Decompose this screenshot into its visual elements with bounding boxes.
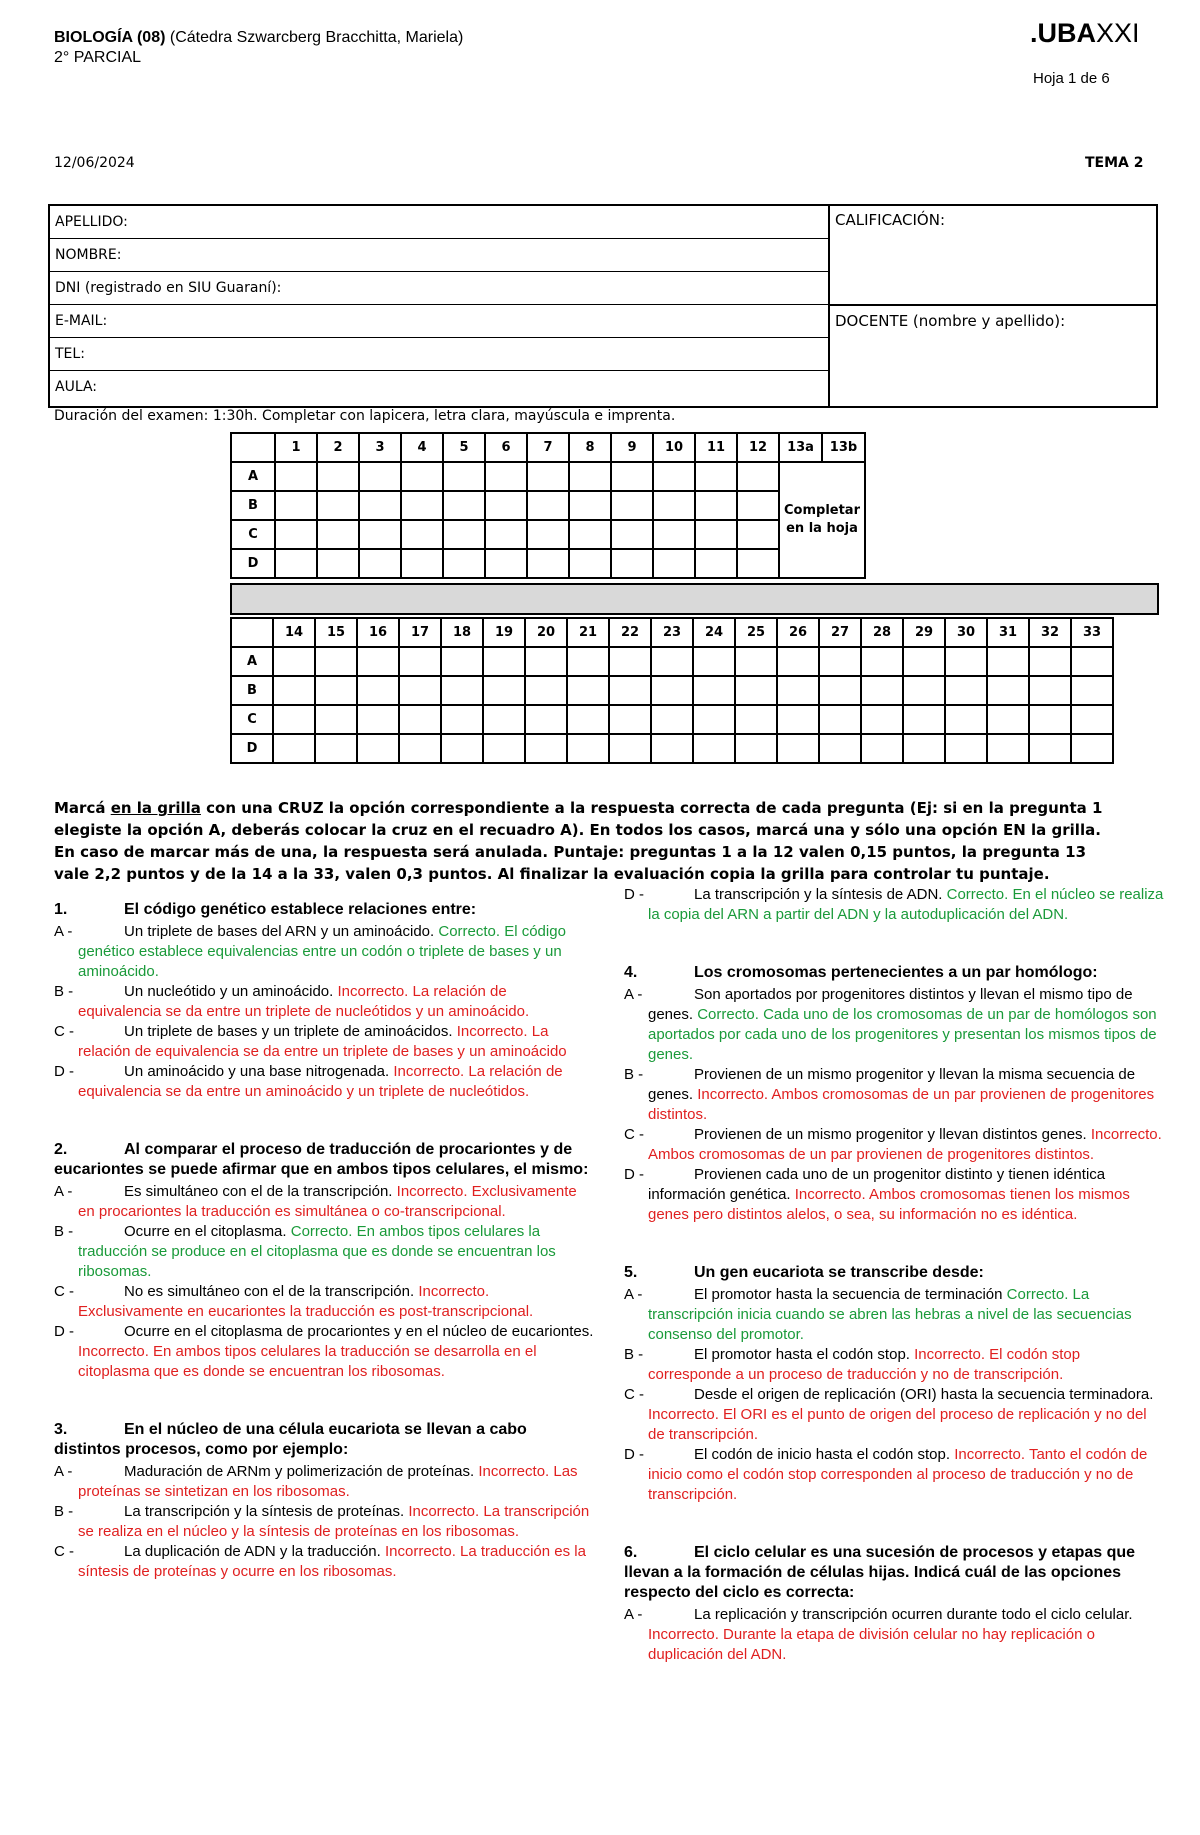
answer-option bbox=[624, 1125, 1164, 1165]
grid-col-header: 4 bbox=[401, 433, 443, 462]
student-info-box bbox=[48, 204, 1158, 408]
option-label: A - bbox=[624, 1606, 643, 1623]
answer-cell[interactable] bbox=[695, 462, 737, 491]
feedback-incorrect: Incorrecto. La transcripción se realiza en el núcleo y la síntesis de proteínas en los ribosomas. bbox=[78, 1503, 590, 1540]
answer-cell[interactable] bbox=[275, 491, 317, 520]
grid-separator bbox=[230, 583, 1159, 615]
option-text: La duplicación de ADN y la traducción. bbox=[124, 1543, 381, 1560]
answer-grid-1-13 bbox=[230, 432, 866, 579]
answer-option bbox=[624, 1385, 1164, 1445]
option-text: Un nucleótido y un aminoácido. bbox=[124, 983, 334, 1000]
answer-cell[interactable] bbox=[653, 491, 695, 520]
answer-cell[interactable] bbox=[1029, 734, 1071, 763]
feedback-incorrect: Incorrecto. En ambos tipos celulares la traducción se desarrolla en el citoplasma que es donde se encuentran los ribosomas. bbox=[78, 1343, 537, 1380]
grid-corner bbox=[231, 433, 275, 462]
answer-cell[interactable] bbox=[861, 647, 903, 676]
grid-col-header: 14 bbox=[273, 618, 315, 647]
answer-cell[interactable] bbox=[567, 734, 609, 763]
option-text: Provienen de un mismo progenitor y llevan distintos genes. bbox=[694, 1126, 1087, 1143]
option-text: Desde el origen de replicación (ORI) hasta la secuencia terminadora. bbox=[694, 1386, 1154, 1403]
answer-cell[interactable] bbox=[399, 676, 441, 705]
answer-cell[interactable] bbox=[653, 520, 695, 549]
option-text: Son aportados por progenitores distintos y llevan el mismo tipo de genes. bbox=[648, 986, 1133, 1023]
option-text: Provienen de un mismo progenitor y llevan la misma secuencia de genes. bbox=[648, 1066, 1136, 1103]
feedback-incorrect: Incorrecto. Las proteínas se sintetizan en los ribosomas. bbox=[78, 1463, 578, 1500]
option-label: B - bbox=[54, 1503, 74, 1520]
answer-cell[interactable] bbox=[945, 734, 987, 763]
answer-cell[interactable] bbox=[443, 462, 485, 491]
exam-date: 12/06/2024 bbox=[54, 155, 135, 171]
grid-col-header: 10 bbox=[653, 433, 695, 462]
option-text: Un triplete de bases y un triplete de aminoácidos. bbox=[124, 1023, 453, 1040]
grid-col-header: 9 bbox=[611, 433, 653, 462]
answer-cell[interactable] bbox=[401, 549, 443, 578]
answer-option bbox=[54, 1462, 594, 1502]
answer-cell[interactable] bbox=[357, 647, 399, 676]
feedback-incorrect: Incorrecto. Ambos cromosomas de un par provienen de progenitores distintos. bbox=[648, 1086, 1155, 1123]
answer-cell[interactable] bbox=[737, 520, 779, 549]
answer-cell[interactable] bbox=[483, 705, 525, 734]
feedback-correct: Correcto. Cada uno de los cromosomas de un par de homólogos son aportados por cada uno de los progenitores y presentan los mismos tipos de genes. bbox=[648, 1006, 1157, 1063]
option-label: D - bbox=[624, 886, 644, 903]
option-label: C - bbox=[54, 1023, 74, 1040]
answer-cell[interactable] bbox=[401, 520, 443, 549]
docente-field[interactable]: DOCENTE (nombre y apellido): bbox=[835, 312, 1066, 330]
answer-cell[interactable] bbox=[611, 462, 653, 491]
option-label: B - bbox=[624, 1346, 644, 1363]
answer-option bbox=[624, 885, 1164, 925]
answer-cell[interactable] bbox=[569, 491, 611, 520]
form-field-0[interactable]: APELLIDO: bbox=[50, 206, 828, 239]
answer-grid-14-33 bbox=[230, 617, 1114, 764]
answer-cell[interactable] bbox=[611, 549, 653, 578]
feedback-correct: Correcto. La transcripción inicia cuando se abren las hebras a nivel de las secuencias consenso del promotor. bbox=[648, 1286, 1132, 1343]
answer-cell[interactable] bbox=[819, 734, 861, 763]
answer-option bbox=[624, 1445, 1164, 1505]
grid-row-header: C bbox=[231, 705, 273, 734]
answer-option bbox=[624, 1065, 1164, 1125]
answer-cell[interactable] bbox=[1071, 734, 1113, 763]
answer-cell[interactable] bbox=[567, 647, 609, 676]
option-label: D - bbox=[54, 1063, 74, 1080]
feedback-incorrect: Incorrecto. Ambos cromosomas tienen los mismos genes pero distintos alelos, o sea, su información no es idéntica. bbox=[648, 1186, 1130, 1223]
answer-cell[interactable] bbox=[861, 734, 903, 763]
answer-option bbox=[54, 1322, 594, 1382]
answer-cell[interactable] bbox=[1029, 676, 1071, 705]
answer-cell[interactable] bbox=[443, 520, 485, 549]
answer-option bbox=[624, 1165, 1164, 1225]
question-title: 1. El código genético establece relaciones entre: bbox=[54, 901, 477, 918]
grid-corner bbox=[231, 618, 273, 647]
grid-col-header: 1 bbox=[275, 433, 317, 462]
answer-cell[interactable] bbox=[987, 705, 1029, 734]
answer-cell[interactable] bbox=[567, 676, 609, 705]
answer-cell[interactable] bbox=[987, 676, 1029, 705]
grid-col-header: 21 bbox=[567, 618, 609, 647]
answer-cell[interactable] bbox=[399, 647, 441, 676]
option-label: A - bbox=[54, 1463, 73, 1480]
option-label: C - bbox=[54, 1543, 74, 1560]
option-label: C - bbox=[54, 1283, 74, 1300]
answer-cell[interactable] bbox=[441, 647, 483, 676]
option-text: Un triplete de bases del ARN y un aminoácido. bbox=[124, 923, 435, 940]
grid-col-header: 23 bbox=[651, 618, 693, 647]
answer-cell[interactable] bbox=[275, 549, 317, 578]
feedback-incorrect: Incorrecto. Ambos cromosomas de un par provienen de progenitores distintos. bbox=[648, 1126, 1162, 1163]
answer-cell[interactable] bbox=[315, 705, 357, 734]
grid-col-header: 16 bbox=[357, 618, 399, 647]
grid-col-header: 27 bbox=[819, 618, 861, 647]
answer-option bbox=[54, 1182, 594, 1222]
answer-cell[interactable] bbox=[945, 647, 987, 676]
answer-cell[interactable] bbox=[861, 705, 903, 734]
answer-cell[interactable] bbox=[359, 462, 401, 491]
grid-col-header: 19 bbox=[483, 618, 525, 647]
feedback-incorrect: Incorrecto. Exclusivamente en procariontes la traducción es simultánea o co-transcripcional. bbox=[78, 1183, 577, 1220]
answer-option bbox=[54, 1022, 594, 1062]
feedback-incorrect: Incorrecto. La relación de equivalencia se da entre un triplete de nucleótidos y un aminoácido. bbox=[78, 983, 530, 1020]
option-text: Ocurre en el citoplasma. bbox=[124, 1223, 287, 1240]
answer-cell[interactable] bbox=[653, 549, 695, 578]
answer-cell[interactable] bbox=[359, 520, 401, 549]
answer-cell[interactable] bbox=[443, 549, 485, 578]
grid-row-header: A bbox=[231, 647, 273, 676]
answer-cell[interactable] bbox=[1071, 647, 1113, 676]
answer-cell[interactable] bbox=[777, 647, 819, 676]
answer-cell[interactable] bbox=[483, 676, 525, 705]
answer-cell[interactable] bbox=[485, 520, 527, 549]
answer-cell[interactable] bbox=[651, 676, 693, 705]
answer-cell[interactable] bbox=[483, 734, 525, 763]
feedback-incorrect: Incorrecto. Durante la etapa de división celular no hay replicación o duplicación del ADN. bbox=[648, 1626, 1095, 1663]
grid-col-header: 13b bbox=[822, 433, 865, 462]
form-field-2[interactable]: DNI (registrado en SIU Guaraní): bbox=[50, 272, 828, 305]
grid-col-header: 18 bbox=[441, 618, 483, 647]
answer-cell[interactable] bbox=[1029, 647, 1071, 676]
answer-cell[interactable] bbox=[273, 647, 315, 676]
answer-cell[interactable] bbox=[945, 676, 987, 705]
answer-cell[interactable] bbox=[317, 520, 359, 549]
answer-option bbox=[54, 1282, 594, 1322]
answer-cell[interactable] bbox=[735, 676, 777, 705]
answer-cell[interactable] bbox=[609, 705, 651, 734]
option-text: No es simultáneo con el de la transcripción. bbox=[124, 1283, 415, 1300]
option-text: El promotor hasta el codón stop. bbox=[694, 1346, 910, 1363]
complete-on-sheet-cell: Completar en la hoja bbox=[779, 462, 865, 578]
grid-col-header: 17 bbox=[399, 618, 441, 647]
answer-cell[interactable] bbox=[527, 520, 569, 549]
form-field-4[interactable]: TEL: bbox=[50, 338, 828, 371]
answer-cell[interactable] bbox=[609, 676, 651, 705]
feedback-incorrect: Incorrecto. La relación de equivalencia se da entre un triplete de bases y un aminoácido bbox=[78, 1023, 567, 1060]
instructions: Marcá en la grilla con una CRUZ la opción correspondiente a la respuesta correcta de cada pregunta (Ej: si en la pregunta 1 elegiste la opción A, deberás colocar la cruz en el recuadro A). En todos los casos, marcá una y sólo una opción EN la grilla. En caso de marcar más de una, la respuesta será anulada. Puntaje: preguntas 1 a la 12 valen 0,15 puntos, la pregunta 13 vale 2,2 puntos y de la 14 a la 33, valen 0,3 puntos. Al finalizar la evaluación copia la grilla para controlar tu puntaje. bbox=[54, 799, 1103, 883]
answer-cell[interactable] bbox=[485, 491, 527, 520]
question-title: 3. En el núcleo de una célula eucariota se llevan a cabo distintos procesos, como por ejemplo: bbox=[54, 1421, 527, 1458]
grid-col-header: 24 bbox=[693, 618, 735, 647]
answer-cell[interactable] bbox=[735, 705, 777, 734]
answer-cell[interactable] bbox=[401, 491, 443, 520]
catedra: (Cátedra Szwarcberg Bracchitta, Mariela) bbox=[169, 29, 464, 46]
answer-cell[interactable] bbox=[987, 647, 1029, 676]
option-label: A - bbox=[54, 1183, 73, 1200]
grid-col-header: 31 bbox=[987, 618, 1029, 647]
answer-cell[interactable] bbox=[695, 549, 737, 578]
grid-col-header: 29 bbox=[903, 618, 945, 647]
option-text: Provienen cada uno de un progenitor distinto y tienen idéntica información genética. bbox=[648, 1166, 1106, 1203]
answer-cell[interactable] bbox=[357, 734, 399, 763]
answer-option bbox=[624, 1605, 1164, 1665]
grid-col-header: 6 bbox=[485, 433, 527, 462]
option-label: A - bbox=[624, 1286, 643, 1303]
answer-cell[interactable] bbox=[357, 676, 399, 705]
option-label: B - bbox=[54, 983, 74, 1000]
answer-cell[interactable] bbox=[1071, 676, 1113, 705]
question-title: 6. El ciclo celular es una sucesión de procesos y etapas que llevan a la formación de células hijas. Indicá cuál de las opciones respecto del ciclo es correcta: bbox=[624, 1544, 1136, 1601]
answer-cell[interactable] bbox=[737, 462, 779, 491]
answer-cell[interactable] bbox=[569, 462, 611, 491]
answer-cell[interactable] bbox=[525, 705, 567, 734]
grid-col-header: 5 bbox=[443, 433, 485, 462]
answer-cell[interactable] bbox=[441, 734, 483, 763]
feedback-incorrect: Incorrecto. El codón stop corresponde a un proceso de traducción y no de transcripción. bbox=[648, 1346, 1081, 1383]
answer-option bbox=[54, 1502, 594, 1542]
subject-title: BIOLOGÍA (08) bbox=[54, 29, 166, 46]
questions-left-column bbox=[54, 900, 594, 1582]
answer-option bbox=[54, 922, 594, 982]
grid-col-header: 28 bbox=[861, 618, 903, 647]
answer-cell[interactable] bbox=[1029, 705, 1071, 734]
answer-cell[interactable] bbox=[653, 462, 695, 491]
form-field-5[interactable]: AULA: bbox=[55, 379, 97, 395]
answer-cell[interactable] bbox=[609, 734, 651, 763]
answer-cell[interactable] bbox=[903, 647, 945, 676]
option-text: Maduración de ARNm y polimerización de proteínas. bbox=[124, 1463, 475, 1480]
answer-cell[interactable] bbox=[695, 491, 737, 520]
option-label: A - bbox=[54, 923, 73, 940]
grid-col-header: 3 bbox=[359, 433, 401, 462]
feedback-incorrect: Incorrecto. La relación de equivalencia se da entre un aminoácido y un triplete de nucleótidos. bbox=[78, 1063, 563, 1100]
answer-cell[interactable] bbox=[441, 705, 483, 734]
grid-row-header: B bbox=[231, 676, 273, 705]
answer-cell[interactable] bbox=[651, 647, 693, 676]
option-text: El promotor hasta la secuencia de terminación bbox=[694, 1286, 1003, 1303]
answer-cell[interactable] bbox=[693, 734, 735, 763]
grid-col-header: 33 bbox=[1071, 618, 1113, 647]
answer-cell[interactable] bbox=[525, 734, 567, 763]
questions-right-column bbox=[624, 885, 1164, 1665]
answer-cell[interactable] bbox=[819, 647, 861, 676]
answer-option bbox=[54, 1542, 594, 1582]
feedback-incorrect: Incorrecto. La traducción es la síntesis de proteínas y ocurre en los ribosomas. bbox=[78, 1543, 586, 1580]
answer-cell[interactable] bbox=[611, 520, 653, 549]
option-label: D - bbox=[54, 1323, 74, 1340]
answer-cell[interactable] bbox=[399, 705, 441, 734]
option-text: La transcripción y la síntesis de proteínas. bbox=[124, 1503, 405, 1520]
answer-option bbox=[54, 1062, 594, 1102]
answer-cell[interactable] bbox=[273, 734, 315, 763]
answer-cell[interactable] bbox=[527, 462, 569, 491]
grid-col-header: 8 bbox=[569, 433, 611, 462]
answer-cell[interactable] bbox=[569, 520, 611, 549]
exam-duration-note: Duración del examen: 1:30h. Completar con lapicera, letra clara, mayúscula e imprenta. bbox=[54, 408, 676, 424]
answer-cell[interactable] bbox=[359, 549, 401, 578]
option-text: La transcripción y la síntesis de ADN. bbox=[694, 886, 943, 903]
answer-cell[interactable] bbox=[903, 734, 945, 763]
answer-cell[interactable] bbox=[525, 647, 567, 676]
grid-col-header: 15 bbox=[315, 618, 357, 647]
option-label: A - bbox=[624, 986, 643, 1003]
grid-col-header: 11 bbox=[695, 433, 737, 462]
option-label: D - bbox=[624, 1166, 644, 1183]
grid-row-header: A bbox=[231, 462, 275, 491]
exam-name: 2° PARCIAL bbox=[54, 49, 142, 66]
answer-cell[interactable] bbox=[273, 705, 315, 734]
answer-cell[interactable] bbox=[987, 734, 1029, 763]
answer-cell[interactable] bbox=[525, 676, 567, 705]
option-label: B - bbox=[624, 1066, 644, 1083]
answer-cell[interactable] bbox=[275, 462, 317, 491]
feedback-correct: Correcto. En ambos tipos celulares la traducción se produce en el citoplasma que es donde se encuentran los ribosomas. bbox=[78, 1223, 556, 1280]
grid-col-header: 26 bbox=[777, 618, 819, 647]
answer-cell[interactable] bbox=[357, 705, 399, 734]
option-text: Un aminoácido y una base nitrogenada. bbox=[124, 1063, 390, 1080]
option-text: Ocurre en el citoplasma de procariontes y en el núcleo de eucariontes. bbox=[124, 1323, 594, 1340]
answer-option bbox=[54, 982, 594, 1022]
grid-col-header: 30 bbox=[945, 618, 987, 647]
answer-cell[interactable] bbox=[569, 549, 611, 578]
answer-cell[interactable] bbox=[819, 705, 861, 734]
uba-xxi-logo: .UBAXXI bbox=[1030, 18, 1140, 48]
page-number: Hoja 1 de 6 bbox=[1033, 70, 1110, 87]
answer-cell[interactable] bbox=[735, 734, 777, 763]
answer-cell[interactable] bbox=[315, 647, 357, 676]
answer-cell[interactable] bbox=[693, 676, 735, 705]
option-label: D - bbox=[624, 1446, 644, 1463]
answer-cell[interactable] bbox=[527, 491, 569, 520]
answer-cell[interactable] bbox=[609, 647, 651, 676]
answer-cell[interactable] bbox=[735, 647, 777, 676]
answer-cell[interactable] bbox=[317, 549, 359, 578]
answer-cell[interactable] bbox=[275, 520, 317, 549]
option-text: El codón de inicio hasta el codón stop. bbox=[694, 1446, 951, 1463]
option-label: C - bbox=[624, 1386, 644, 1403]
grid-row-header: D bbox=[231, 549, 275, 578]
answer-cell[interactable] bbox=[737, 491, 779, 520]
answer-cell[interactable] bbox=[651, 734, 693, 763]
feedback-incorrect: Incorrecto. El ORI es el punto de origen del proceso de replicación y no del de transcripción. bbox=[648, 1406, 1147, 1443]
answer-cell[interactable] bbox=[441, 676, 483, 705]
grid-col-header: 12 bbox=[737, 433, 779, 462]
answer-cell[interactable] bbox=[695, 520, 737, 549]
answer-cell[interactable] bbox=[777, 705, 819, 734]
question-title: 2. Al comparar el proceso de traducción de procariontes y de eucariontes se puede afirmar que en ambos tipos celulares, el mismo: bbox=[54, 1141, 589, 1178]
answer-cell[interactable] bbox=[485, 549, 527, 578]
grid-col-header: 32 bbox=[1029, 618, 1071, 647]
option-text: La replicación y transcripción ocurren durante todo el ciclo celular. bbox=[694, 1606, 1133, 1623]
feedback-correct: Correcto. En el núcleo se realiza la copia del ARN a partir del ADN y la autoduplicación del ADN. bbox=[648, 886, 1164, 923]
answer-cell[interactable] bbox=[317, 491, 359, 520]
grid-col-header: 20 bbox=[525, 618, 567, 647]
answer-cell[interactable] bbox=[693, 647, 735, 676]
grid-col-header: 13a bbox=[779, 433, 822, 462]
answer-cell[interactable] bbox=[317, 462, 359, 491]
answer-cell[interactable] bbox=[737, 549, 779, 578]
answer-option bbox=[54, 1222, 594, 1282]
grid-col-header: 22 bbox=[609, 618, 651, 647]
question-title: 4. Los cromosomas pertenecientes a un par homólogo: bbox=[624, 964, 1098, 981]
answer-cell[interactable] bbox=[903, 676, 945, 705]
answer-cell[interactable] bbox=[611, 491, 653, 520]
feedback-incorrect: Incorrecto. Tanto el codón de inicio como el codón stop corresponden al proceso de traducción y no de transcripción. bbox=[648, 1446, 1148, 1503]
answer-cell[interactable] bbox=[819, 676, 861, 705]
feedback-correct: Correcto. El código genético establece equivalencias entre un codón o triplete de bases y un aminoácido. bbox=[78, 923, 566, 980]
answer-cell[interactable] bbox=[861, 676, 903, 705]
answer-cell[interactable] bbox=[315, 676, 357, 705]
answer-cell[interactable] bbox=[273, 676, 315, 705]
feedback-incorrect: Incorrecto. Exclusivamente en eucariontes la traducción es post-transcripcional. bbox=[78, 1283, 534, 1320]
answer-cell[interactable] bbox=[401, 462, 443, 491]
answer-cell[interactable] bbox=[777, 676, 819, 705]
grid-col-header: 7 bbox=[527, 433, 569, 462]
answer-cell[interactable] bbox=[359, 491, 401, 520]
option-text: Es simultáneo con el de la transcripción. bbox=[124, 1183, 393, 1200]
answer-option bbox=[624, 1345, 1164, 1385]
grid-row-header: B bbox=[231, 491, 275, 520]
answer-cell[interactable] bbox=[527, 549, 569, 578]
form-field-3[interactable]: E-MAIL: bbox=[50, 305, 828, 338]
exam-header bbox=[54, 28, 463, 68]
grid-row-header: D bbox=[231, 734, 273, 763]
answer-cell[interactable] bbox=[315, 734, 357, 763]
form-field-1[interactable]: NOMBRE: bbox=[50, 239, 828, 272]
calificacion-field[interactable]: CALIFICACIÓN: bbox=[830, 206, 1156, 306]
answer-cell[interactable] bbox=[651, 705, 693, 734]
grid-row-header: C bbox=[231, 520, 275, 549]
answer-option bbox=[624, 985, 1164, 1065]
tema-label: TEMA 2 bbox=[1085, 155, 1144, 171]
question-title: 5. Un gen eucariota se transcribe desde: bbox=[624, 1264, 984, 1281]
answer-cell[interactable] bbox=[485, 462, 527, 491]
answer-option bbox=[624, 1285, 1164, 1345]
option-label: B - bbox=[54, 1223, 74, 1240]
grid-col-header: 2 bbox=[317, 433, 359, 462]
answer-cell[interactable] bbox=[567, 705, 609, 734]
answer-cell[interactable] bbox=[443, 491, 485, 520]
grid-col-header: 25 bbox=[735, 618, 777, 647]
option-label: C - bbox=[624, 1126, 644, 1143]
answer-cell[interactable] bbox=[945, 705, 987, 734]
answer-cell[interactable] bbox=[903, 705, 945, 734]
answer-cell[interactable] bbox=[483, 647, 525, 676]
answer-cell[interactable] bbox=[777, 734, 819, 763]
answer-cell[interactable] bbox=[399, 734, 441, 763]
answer-cell[interactable] bbox=[693, 705, 735, 734]
answer-cell[interactable] bbox=[1071, 705, 1113, 734]
